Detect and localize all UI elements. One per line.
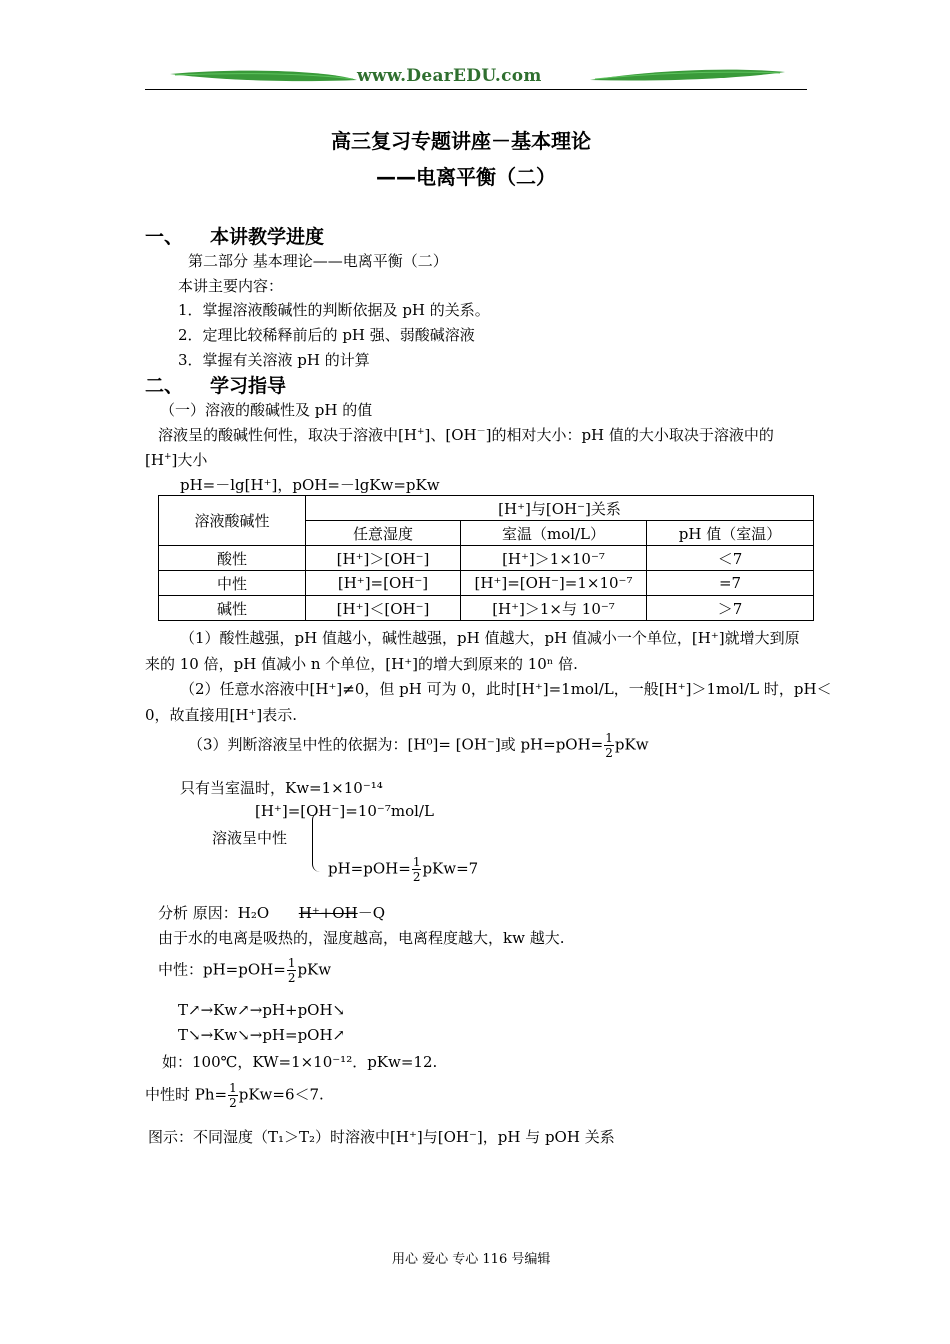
table-row <box>159 571 814 596</box>
note-2a: （2）任意水溶液中[H⁺]≠0，但 pH 可为 0，此时[H⁺]=1mol/L，一般[H⁺]＞1mol/L 时，pH＜ <box>180 680 832 698</box>
table-cell: [H⁺]＞1×10⁻⁷ <box>461 546 647 571</box>
table-header-room-temp: 室温（mol/L） <box>461 521 647 546</box>
list-item: 3．掌握有关溶液 pH 的计算 <box>178 351 370 369</box>
fraction-half: $\frac{1}{2}$ <box>605 731 613 760</box>
list-item: 2．定理比较稀释前后的 pH 强、弱酸碱溶液 <box>178 326 475 344</box>
figure-caption: 图示：不同湿度（T₁＞T₂）时溶液中[H⁺]与[OH⁻]，pH 与 pOH 关系 <box>148 1128 615 1146</box>
fraction-half: $\frac{1}{2}$ <box>412 855 421 884</box>
table-cell: 酸性 <box>159 546 306 571</box>
note-1a: （1）酸性越强，pH 值越小，碱性越强，pH 值越大，pH 值减小一个单位，[H⁺]就增大到原 <box>180 629 800 647</box>
neutral-ph-line: 中性时 Ph= $\frac{1}{2}$ pKw=6＜7. <box>145 1081 324 1110</box>
table-header-acidity: 溶液酸碱性 <box>159 496 306 546</box>
table-cell: [H⁺]＞[OH⁻] <box>306 546 461 571</box>
section1-line1: 第二部分 基本理论——电离平衡（二） <box>188 252 448 270</box>
temperature-up-line: T↗→Kw↗→pH+pOH↘ <box>178 1001 346 1019</box>
neutral-line: 中性：pH=pOH= $\frac{1}{2}$ pKw <box>158 956 332 985</box>
paragraph-line: 溶液呈的酸碱性何性，取决于溶液中[H+]、[OH－]的相对大小：pH 值的大小取决于溶液中的 <box>158 426 774 444</box>
site-logo-text: www.DearEDU.com <box>357 66 542 86</box>
paragraph-line: [H+]大小 <box>145 451 208 469</box>
table-cell: 中性 <box>159 571 306 596</box>
reason-line: 由于水的电离是吸热的，湿度越高，电离程度越大，kw 越大. <box>158 929 565 947</box>
table-cell: [H⁺]＞1×与 10⁻⁷ <box>461 596 647 621</box>
section2-number: 二、 <box>145 375 184 397</box>
analysis-line: 分析 原因：H₂O H⁺+OH－Q <box>158 904 385 922</box>
table-cell: [H⁺]＜[OH⁻] <box>306 596 461 621</box>
brace-bottom-line: pH=pOH= $\frac{1}{2}$ pKw=7 <box>328 855 479 884</box>
table-cell: 碱性 <box>159 596 306 621</box>
section2-heading: 学习指导 <box>210 375 287 397</box>
section1-number: 一、 <box>145 226 184 248</box>
table-cell: ＜7 <box>647 546 814 571</box>
reversible-arrow-icon: H⁺+OH <box>298 904 358 922</box>
section1-heading: 本讲教学进度 <box>210 226 325 248</box>
header-rule <box>145 89 807 90</box>
table-cell: =7 <box>647 571 814 596</box>
kw-room-temp: 只有当室温时，Kw=1×10⁻¹⁴ <box>180 779 383 797</box>
ph-formula: pH=－lg[H⁺]，pOH=－lgKw=pKw <box>180 476 440 494</box>
table-cell: ＞7 <box>647 596 814 621</box>
document-subtitle: ——电离平衡（二） <box>376 165 556 189</box>
table-cell: [H⁺]=[OH⁻] <box>306 571 461 596</box>
fraction-half: $\frac{1}{2}$ <box>229 1081 237 1110</box>
brace-icon <box>312 812 323 872</box>
table-header-any-temp: 任意湿度 <box>306 521 461 546</box>
acidity-table <box>158 495 814 621</box>
note-3: （3）判断溶液呈中性的依据为：[H⁰]= [OH⁻]或 pH=pOH= $\frac{1}{2}$ pKw <box>188 731 649 760</box>
table-row <box>159 596 814 621</box>
example-line: 如：100℃，KW=1×10⁻¹²．pKw=12. <box>162 1053 438 1071</box>
temperature-down-line: T↘→Kw↘→pH=pOH↗ <box>178 1026 346 1044</box>
fraction-half: $\frac{1}{2}$ <box>287 956 296 985</box>
table-cell: [H⁺]=[OH⁻]=1×10⁻⁷ <box>461 571 647 596</box>
table-header-ph: pH 值（室温） <box>647 521 814 546</box>
table-header-relation: [H⁺]与[OH⁻]关系 <box>306 496 814 521</box>
note-2b: 0，故直接用[H⁺]表示. <box>145 706 298 724</box>
subsection-heading: （一）溶液的酸碱性及 pH 的值 <box>160 401 373 419</box>
table-row <box>159 546 814 571</box>
section1-line2: 本讲主要内容： <box>178 277 284 295</box>
page-footer: 用心 爱心 专心 116 号编辑 <box>392 1252 551 1267</box>
note-1b: 来的 10 倍，pH 值减小 n 个单位，[H⁺]的增大到原来的 10ⁿ 倍. <box>145 655 578 673</box>
document-title: 高三复习专题讲座－基本理论 <box>331 129 591 153</box>
brace-label: 溶液呈中性 <box>212 829 288 847</box>
brace-top-line: [H⁺]=[OH⁻]=10⁻⁷mol/L <box>255 802 434 820</box>
list-item: 1．掌握溶液酸碱性的判断依据及 pH 的关系。 <box>178 301 490 319</box>
